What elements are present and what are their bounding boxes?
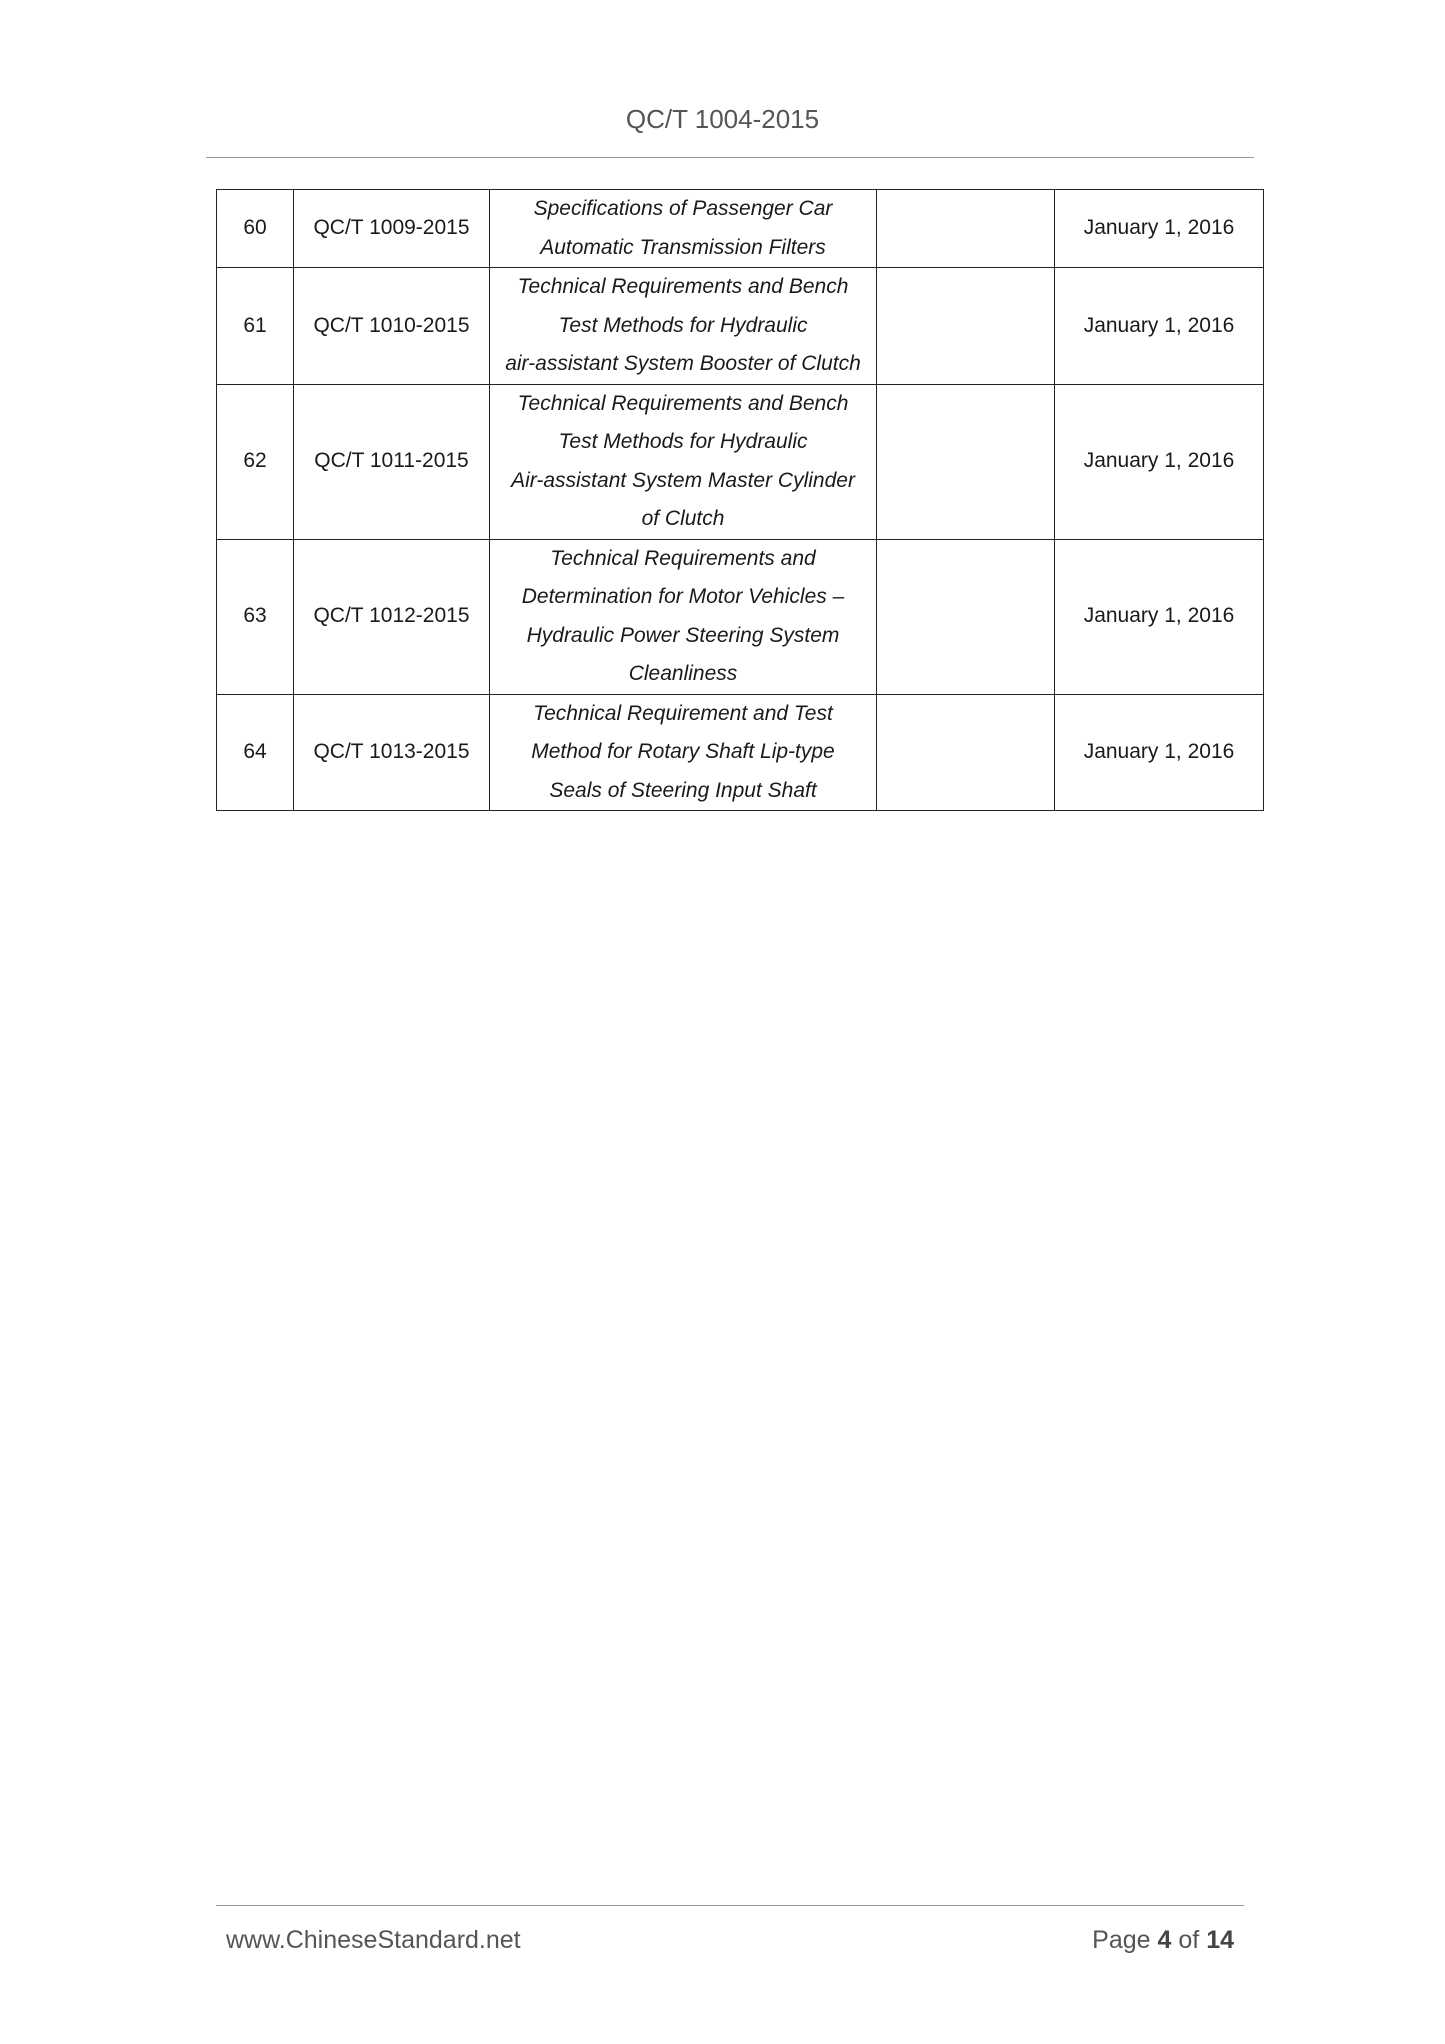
page-indicator: [1092, 1926, 1234, 1955]
replaced-standard: [877, 694, 1055, 811]
header-divider: [206, 157, 1254, 158]
page-of-label: of: [1178, 1926, 1200, 1954]
footer-website-link[interactable]: www.ChineseStandard.net: [226, 1926, 521, 1954]
title-line: Test Methods for Hydraulic: [558, 313, 808, 337]
standard-code: QC/T 1011-2015: [294, 384, 490, 539]
row-number: 62: [217, 384, 294, 539]
row-number: 63: [217, 539, 294, 694]
table-row: [217, 694, 1264, 811]
title-line: of Clutch: [641, 507, 725, 530]
footer-divider: [216, 1905, 1244, 1906]
implementation-date: January 1, 2016: [1055, 268, 1264, 385]
standards-table: [216, 189, 1264, 811]
implementation-date: January 1, 2016: [1055, 539, 1264, 694]
replaced-standard: [877, 384, 1055, 539]
standard-code: QC/T 1012-2015: [294, 539, 490, 694]
page-current: 4: [1157, 1926, 1172, 1954]
replaced-standard: [877, 268, 1055, 385]
table-row: [217, 384, 1264, 539]
standard-title: [490, 539, 877, 694]
title-line: Test Methods for Hydraulic: [558, 430, 808, 453]
title-line: Cleanliness: [628, 662, 738, 685]
title-line: air-assistant System Booster of Clutch: [505, 352, 861, 375]
table-row: [217, 190, 1264, 268]
table-body: [217, 190, 1264, 811]
page-label: Page: [1092, 1926, 1151, 1954]
standard-title: [490, 190, 877, 268]
title-line: Specifications of Passenger Car: [533, 197, 833, 220]
row-number: 60: [217, 190, 294, 268]
page-total: 14: [1206, 1926, 1234, 1954]
implementation-date: January 1, 2016: [1055, 384, 1264, 539]
title-line: Seals of Steering Input Shaft: [549, 778, 817, 802]
standard-code: QC/T 1010-2015: [294, 268, 490, 385]
title-line: Method for Rotary Shaft Lip-type: [531, 740, 835, 763]
standard-title: [490, 268, 877, 385]
page-header-title: QC/T 1004-2015: [625, 104, 820, 134]
standard-title: [490, 384, 877, 539]
standard-code: QC/T 1013-2015: [294, 694, 490, 811]
title-line: Air-assistant System Master Cylinder: [511, 468, 855, 492]
standard-title: [490, 694, 877, 811]
implementation-date: January 1, 2016: [1055, 190, 1264, 268]
row-number: 61: [217, 268, 294, 385]
title-line: Technical Requirements and Bench: [517, 275, 849, 298]
title-line: Technical Requirement and Test: [533, 701, 833, 725]
row-number: 64: [217, 694, 294, 811]
title-line: Technical Requirements and Bench: [517, 391, 849, 415]
implementation-date: January 1, 2016: [1055, 694, 1264, 811]
table-row: [217, 268, 1264, 385]
title-line: Automatic Transmission Filters: [540, 235, 826, 259]
replaced-standard: [877, 190, 1055, 268]
title-line: Determination for Motor Vehicles –: [521, 585, 845, 608]
title-line: Hydraulic Power Steering System: [526, 623, 840, 647]
replaced-standard: [877, 539, 1055, 694]
table-row: [217, 539, 1264, 694]
standard-code: QC/T 1009-2015: [294, 190, 490, 268]
title-line: Technical Requirements and: [550, 546, 816, 570]
